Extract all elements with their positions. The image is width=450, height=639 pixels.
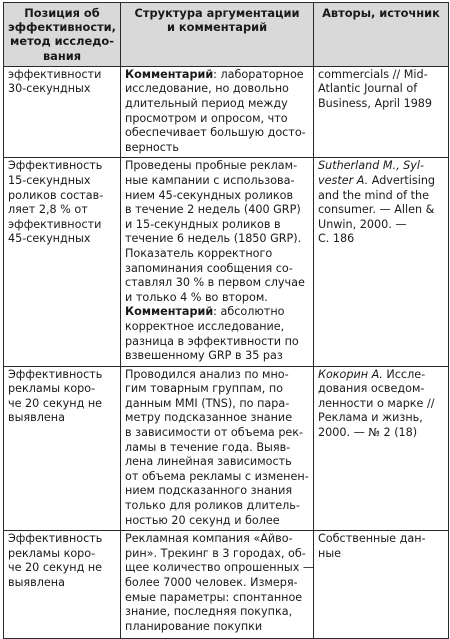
- structure-line: [125, 426, 309, 441]
- structure-line: [125, 605, 309, 620]
- structure-line: [125, 368, 309, 383]
- structure-line: [125, 112, 309, 127]
- cell-structure: [121, 531, 314, 639]
- source-line: [318, 411, 444, 426]
- line-text: : лабораторное: [213, 67, 304, 81]
- structure-line: [125, 455, 309, 470]
- structure-line: [125, 591, 309, 606]
- structure-line: [125, 499, 309, 514]
- cell-source: [314, 531, 449, 639]
- header-line: метод исследо-: [10, 34, 114, 49]
- line-text: дования осведом-: [318, 382, 425, 396]
- author-name: Кокорин А.: [318, 367, 383, 381]
- line-text: Advertising: [368, 173, 436, 187]
- line-text: нием подсказанного знания: [125, 484, 293, 498]
- structure-line: [125, 382, 309, 397]
- position-line: 30-секундных: [8, 82, 91, 96]
- line-text: только для роликов длитель-: [125, 499, 300, 513]
- table-header-row: [4, 3, 449, 67]
- line-text: верность: [125, 140, 179, 154]
- line-text: лена линейная зависимость: [125, 455, 292, 469]
- structure-line: [125, 126, 309, 141]
- line-text: в зависимости от объема рек-: [125, 426, 304, 440]
- table-row: [4, 366, 449, 531]
- position-line: роликов состав-: [8, 188, 104, 202]
- position-line: эффективности: [8, 67, 102, 81]
- structure-line: [125, 305, 309, 320]
- line-text: Business, April 1989: [318, 97, 433, 110]
- structure-line: [125, 291, 309, 306]
- line-text: Проводился анализ по мно-: [125, 367, 289, 381]
- line-text: и 15-секундных роликов в: [125, 217, 281, 231]
- cell-source: [314, 66, 449, 158]
- structure-line: [125, 174, 309, 189]
- table-row: [4, 531, 449, 639]
- line-text: Показатель корректного: [125, 246, 273, 260]
- structure-line: [125, 247, 309, 262]
- position-line: че 20 секунд не: [8, 396, 103, 410]
- structure-line: [125, 218, 309, 233]
- source-line: [318, 97, 444, 112]
- line-text: планирование покупки: [125, 619, 263, 633]
- table-body: [4, 66, 449, 638]
- line-text: корректное исследование,: [125, 319, 285, 333]
- position-line: Эффективность: [8, 159, 103, 173]
- line-text: метру подсказанное знание: [125, 411, 293, 425]
- position-line: рекламы коро-: [8, 546, 96, 560]
- structure-line: [125, 397, 309, 412]
- line-text: течение 6 недель (1850 GRP).: [125, 232, 302, 246]
- cell-position: [4, 66, 121, 158]
- structure-line: [125, 532, 309, 547]
- source-line: [318, 547, 444, 562]
- structure-line: [125, 547, 309, 562]
- structure-line: [125, 484, 309, 499]
- line-text: запоминания сообщения со-: [125, 261, 293, 275]
- line-text: 2000. — № 2 (18): [318, 426, 418, 440]
- line-text: исследование, но довольно: [125, 82, 289, 96]
- comment-label: Комментарий: [125, 67, 214, 81]
- line-text: and the mind of the: [318, 188, 429, 202]
- header-line: Структура аргументации: [134, 6, 300, 20]
- structure-line: [125, 561, 315, 576]
- header-line: Авторы, источник: [322, 6, 440, 20]
- line-text: Atlantic Journal of: [318, 82, 418, 96]
- line-text: обеспечивает большую досто-: [125, 126, 306, 140]
- structure-line: [125, 349, 309, 364]
- source-line: [318, 426, 444, 441]
- structure-line: [125, 82, 309, 97]
- position-line: 45-секундных: [8, 232, 91, 246]
- source-line: [318, 159, 444, 174]
- line-text: : абсолютно: [213, 305, 285, 319]
- cell-position: [4, 158, 121, 366]
- line-text: Собственные дан-: [318, 532, 426, 546]
- line-text: гим товарным группам, по: [125, 382, 283, 396]
- header-line: и комментарий: [166, 20, 268, 35]
- header-line: Позиция об: [24, 6, 100, 20]
- line-text: Рекламная компания «Айво-: [125, 532, 293, 546]
- line-text: commercials // Mid-: [318, 67, 428, 81]
- line-text: разница в эффективности по: [125, 334, 299, 348]
- cell-structure: [121, 66, 314, 158]
- cell-source: [314, 158, 449, 366]
- line-text: длительный период между: [125, 97, 288, 110]
- source-line: [318, 82, 444, 97]
- structure-line: [125, 262, 309, 277]
- source-line: [318, 189, 444, 204]
- line-text: ные кампании с использова-: [125, 173, 295, 187]
- position-line: рекламы коро-: [8, 382, 96, 396]
- author-name: Sutherland M., Syl-: [318, 159, 425, 173]
- structure-line: [125, 97, 309, 112]
- line-text: нием 45-секундных роликов: [125, 188, 294, 202]
- position-line: че 20 секунд не: [8, 561, 103, 575]
- structure-line: [125, 68, 309, 83]
- structure-line: [125, 441, 309, 456]
- position-line: Эффективность: [8, 532, 103, 546]
- line-text: ные: [318, 546, 342, 560]
- source-line: [318, 532, 444, 547]
- line-text: от объема рекламы с изменен-: [125, 469, 309, 483]
- source-line: [318, 174, 444, 189]
- structure-line: [125, 320, 309, 335]
- line-text: ленности о марке //: [318, 396, 435, 410]
- structure-line: [125, 514, 309, 529]
- header-source: [314, 3, 449, 67]
- table-row: [4, 66, 449, 158]
- line-text: рин». Трекинг в 3 городах, об-: [125, 546, 306, 560]
- line-text: более 7000 человек. Измеря-: [125, 576, 298, 589]
- comment-label: Комментарий: [125, 305, 214, 319]
- line-text: Иссле-: [382, 367, 426, 381]
- source-line: [318, 68, 444, 83]
- position-line: эффективности: [8, 217, 102, 231]
- line-text: и только 4 % во втором.: [125, 290, 268, 304]
- structure-line: [125, 576, 309, 591]
- line-text: Unwin, 2000. —: [318, 217, 407, 231]
- line-text: в течение 2 недель (400 GRP): [125, 203, 301, 217]
- structure-line: [125, 470, 309, 485]
- position-line: Эффективность: [8, 367, 103, 381]
- source-line: [318, 203, 444, 218]
- line-text: consumer. — Allen &: [318, 203, 435, 217]
- source-line: [318, 382, 444, 397]
- position-line: ляет 2,8 % от: [8, 203, 88, 217]
- source-line: [318, 368, 444, 383]
- author-name: vester A.: [318, 173, 369, 187]
- source-line: [318, 397, 444, 412]
- line-text: просмотром и опросом, что: [125, 111, 288, 125]
- line-text: емые параметры: спонтанное: [125, 590, 303, 604]
- source-line: [318, 218, 444, 233]
- header-structure: [121, 3, 314, 67]
- header-line: эффективности,: [8, 20, 116, 35]
- line-text: данным MMI (TNS), по пара-: [125, 396, 290, 410]
- cell-position: [4, 366, 121, 531]
- cell-structure: [121, 158, 314, 366]
- line-text: взвешенному GRP в 35 раз: [125, 349, 283, 363]
- line-text: ламы в течение года. Выяв-: [125, 440, 291, 454]
- structure-line: [125, 276, 309, 291]
- structure-line: [125, 232, 309, 247]
- position-line: 15-секундных: [8, 173, 91, 187]
- line-text: Проведены пробные реклам-: [125, 159, 298, 173]
- position-line: выявлена: [8, 576, 65, 589]
- header-line: вания: [42, 48, 82, 63]
- position-line: выявлена: [8, 411, 65, 425]
- line-text: ставлял 30 % в первом случае: [125, 276, 305, 290]
- structure-line: [125, 203, 309, 218]
- table-row: [4, 158, 449, 366]
- cell-structure: [121, 366, 314, 531]
- line-text: Реклама и жизнь,: [318, 411, 423, 425]
- cell-source: [314, 366, 449, 531]
- line-text: С. 186: [318, 232, 355, 246]
- structure-line: [125, 141, 309, 156]
- argument-table: [3, 2, 449, 639]
- structure-line: [125, 335, 309, 350]
- structure-line: [125, 411, 309, 426]
- structure-line: [125, 159, 309, 174]
- source-line: [318, 232, 444, 247]
- line-text: знание, последняя покупка,: [125, 605, 293, 619]
- structure-line: [125, 189, 309, 204]
- line-text: щее количество опрошенных —: [125, 561, 315, 575]
- cell-position: [4, 531, 121, 639]
- line-text: ностью 20 секунд и более: [125, 513, 280, 527]
- header-position: [4, 3, 121, 67]
